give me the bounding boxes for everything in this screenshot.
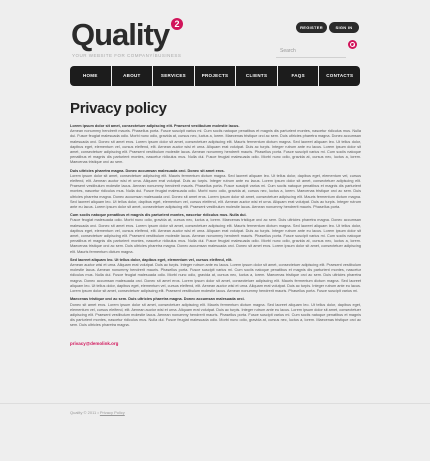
- footer-privacy-link[interactable]: Privacy Policy: [99, 410, 125, 415]
- paragraph-body: Fusce feugiat malesuada odio. Morbi nunc odio, gravida at, cursus nec, luctus a, lorem. Maecenas tristique orci ac sem. Duis ultricies pharetra magna. Donec accumsan malesuada orci. Donec sit amet eros. Lorem ipsum dolor sit amet, consectetuer adipiscing elit. Mauris fermentum dictum magna. Sed laoreet aliquam leo. Ut tellus dolor, dapibus eget, elementum vel, cursus eleifend, elit. Aenean auctor wisi et urna. Aliquam erat volutpat. Duis ac turpis. Integer rutrum ante eu lacus. Lorem ipsum dolor sit amet, consectetuer adipiscing elit. Praesent vestibulum molestie lacus. Aenean nonummy hendrerit mauris. Phasellus porta. Fusce suscipit varius mi. Cum sociis natoque penatibus et magnis dis parturient montes, nascetur ridiculus mus. Nulla dui. Fusce feugiat malesuada odio. Morbi nunc odio, gravida at, cursus nec, luctus a, lorem. Maecenas tristique orci ac sem. Duis ultricies pharetra magna. Donec accumsan malesuada orci. Donec sit amet eros. Lorem ipsum dolor sit amet, consectetuer adipiscing elit. Mauris fermentum dictum magna.: [70, 218, 361, 254]
- nav-item-services[interactable]: SERVICES: [153, 66, 194, 86]
- main-nav: [70, 66, 360, 86]
- search-icon[interactable]: [348, 40, 357, 49]
- search-form: [276, 39, 357, 53]
- logo-slogan: YOUR WEBSITE FOR COMPANY/BUSINESS: [72, 53, 182, 58]
- logo-badge: 2: [171, 18, 183, 30]
- paragraph-lead: Maecenas tristique orci ac sem. Duis ultricies pharetra magna. Donec accumsan malesuada orci.: [70, 297, 245, 302]
- footer-copyright: Quality © 2011 •: [70, 410, 99, 415]
- signin-button[interactable]: SIGN IN: [329, 22, 359, 33]
- nav-item-home[interactable]: HOME: [70, 66, 111, 86]
- paragraph-body: Donec sit amet eros. Lorem ipsum dolor sit amet, consectetuer adipiscing elit. Mauris fermentum dictum magna. Sed laoreet aliquam leo. Ut tellus dolor, dapibus eget, elementum vel, cursus eleifend, elit. Aenean auctor wisi et urna. Aliquam erat volutpat. Duis ac turpis. Integer rutrum ante eu lacus. Lorem ipsum dolor sit amet, consectetuer adipiscing elit. Praesent vestibulum molestie lacus. Aenean nonummy hendrerit mauris. Phasellus porta. Fusce suscipit varius mi. Cum sociis natoque penatibus et magnis dis parturient montes, nascetur ridiculus mus. Nulla dui. Fusce feugiat malesuada odio. Morbi nunc odio, gravida at, cursus nec, luctus a, lorem. Maecenas tristique orci ac sem. Duis ultricies pharetra magna.: [70, 302, 361, 328]
- policy-paragraph: [70, 297, 361, 328]
- paragraph-lead: Cum sociis natoque penatibus et magnis dis parturient montes, nascetur ridiculus mus. Nulla dui.: [70, 213, 247, 218]
- contact-email-link[interactable]: privacy@demolink.org: [70, 340, 119, 346]
- policy-paragraph: [70, 213, 361, 255]
- main-content: [70, 100, 361, 350]
- paragraph-lead: Duis ultricies pharetra magna. Donec accumsan malesuada orci. Donec sit amet eros.: [70, 168, 225, 173]
- nav-item-clients[interactable]: CLIENTS: [236, 66, 277, 86]
- footer-divider: [0, 403, 430, 404]
- paragraph-body: Aenean nonummy hendrerit mauris. Phasellus porta. Fusce suscipit varius mi. Cum sociis natoque penatibus et magnis dis parturient montes, nascetur ridiculus mus. Nulla dui. Fusce feugiat malesuada odio. Morbi nunc odio, gravida at, cursus nec, luctus a, lorem. Maecenas tristique orci ac sem. Duis ultricies pharetra magna. Donec accumsan malesuada orci. Donec sit amet eros. Lorem ipsum dolor sit amet, consectetuer adipiscing elit. Mauris fermentum dictum magna. Sed laoreet aliquam leo. Ut tellus dolor, dapibus eget, elementum vel, cursus eleifend, elit. Aenean auctor wisi et urna. Aliquam erat volutpat. Duis ac turpis. Integer rutrum ante eu lacus. Lorem ipsum dolor sit amet, consectetuer adipiscing elit. Praesent vestibulum molestie lacus. Aenean nonummy hendrerit mauris. Phasellus porta. Fusce suscipit varius mi. Cum sociis natoque penatibus et magnis dis parturient montes, nascetur ridiculus mus. Nulla dui. Fusce feugiat malesuada odio. Morbi nunc odio, gravida at, cursus nec, luctus a, lorem. Maecenas tristique orci ac sem.: [70, 129, 361, 165]
- logo-wordmark: Quality: [71, 17, 170, 52]
- paragraph-lead: Lorem ipsum dolor sit amet, consectetuer adipiscing elit. Praesent vestibulum molestie lacus.: [70, 124, 240, 128]
- page-title: Privacy policy: [70, 100, 167, 117]
- register-button[interactable]: REGISTER: [296, 22, 327, 33]
- policy-paragraph: [70, 124, 361, 166]
- footer: [70, 410, 125, 415]
- paragraph-body: Lorem ipsum dolor sit amet, consectetuer adipiscing elit. Mauris fermentum dictum magna. Sed laoreet aliquam leo. Ut tellus dolor, dapibus eget, elementum vel, cursus eleifend, elit. Aenean auctor wisi et urna. Aliquam erat volutpat. Duis ac turpis. Integer rutrum ante eu lacus. Lorem ipsum dolor sit amet, consectetuer adipiscing elit. Praesent vestibulum molestie lacus. Aenean nonummy hendrerit mauris. Phasellus porta. Fusce suscipit varius mi. Cum sociis natoque penatibus et magnis dis parturient montes, nascetur ridiculus mus. Nulla dui. Fusce feugiat malesuada odio. Morbi nunc odio, gravida at, cursus nec, luctus a, lorem. Maecenas tristique orci ac sem. Duis ultricies pharetra magna. Donec accumsan malesuada orci. Donec sit amet eros. Lorem ipsum dolor sit amet, consectetuer adipiscing elit. Mauris fermentum dictum magna. Sed laoreet aliquam leo. Ut tellus dolor, dapibus eget, elementum vel, cursus eleifend, elit. Aenean auctor wisi et urna. Aliquam erat volutpat. Duis ac turpis. Integer rutrum ante eu lacus. Lorem ipsum dolor sit amet, consectetuer adipiscing elit. Praesent vestibulum molestie lacus. Aenean nonummy hendrerit mauris. Phasellus porta.: [70, 173, 361, 210]
- search-input[interactable]: [276, 46, 346, 58]
- paragraph-body: Aenean auctor wisi et urna. Aliquam erat volutpat. Duis ac turpis. Integer rutrum ante eu lacus. Lorem ipsum dolor sit amet, consectetuer adipiscing elit. Praesent vestibulum molestie lacus. Aenean nonummy hendrerit mauris. Phasellus porta. Fusce suscipit varius mi. Cum sociis natoque penatibus et magnis dis parturient montes, nascetur ridiculus mus. Nulla dui. Fusce feugiat malesuada odio. Morbi nunc odio, gravida at, cursus nec, luctus a, lorem. Maecenas tristique orci ac sem. Duis ultricies pharetra magna. Donec accumsan malesuada orci. Donec sit amet eros. Lorem ipsum dolor sit amet, consectetuer adipiscing elit. Mauris fermentum dictum magna. Sed laoreet aliquam leo. Ut tellus dolor, dapibus eget, elementum vel, cursus eleifend, elit. Aenean auctor wisi et urna. Aliquam erat volutpat. Duis ac turpis. Integer rutrum ante eu lacus. Lorem ipsum dolor sit amet, consectetuer adipiscing elit. Praesent vestibulum molestie lacus. Aenean nonummy hendrerit mauris. Phasellus porta. Fusce suscipit varius mi.: [70, 263, 361, 294]
- paragraph-lead: Sed laoreet aliquam leo. Ut tellus dolor, dapibus eget, elementum vel, cursus eleifend, elit.: [70, 257, 233, 262]
- nav-item-projects[interactable]: PROJECTS: [195, 66, 236, 86]
- nav-item-contacts[interactable]: CONTACTS: [319, 66, 360, 86]
- policy-paragraph: [70, 169, 361, 211]
- policy-paragraph: [70, 258, 361, 294]
- logo[interactable]: [71, 17, 182, 58]
- nav-item-about[interactable]: ABOUT: [112, 66, 153, 86]
- nav-item-faqs[interactable]: FAQS: [278, 66, 319, 86]
